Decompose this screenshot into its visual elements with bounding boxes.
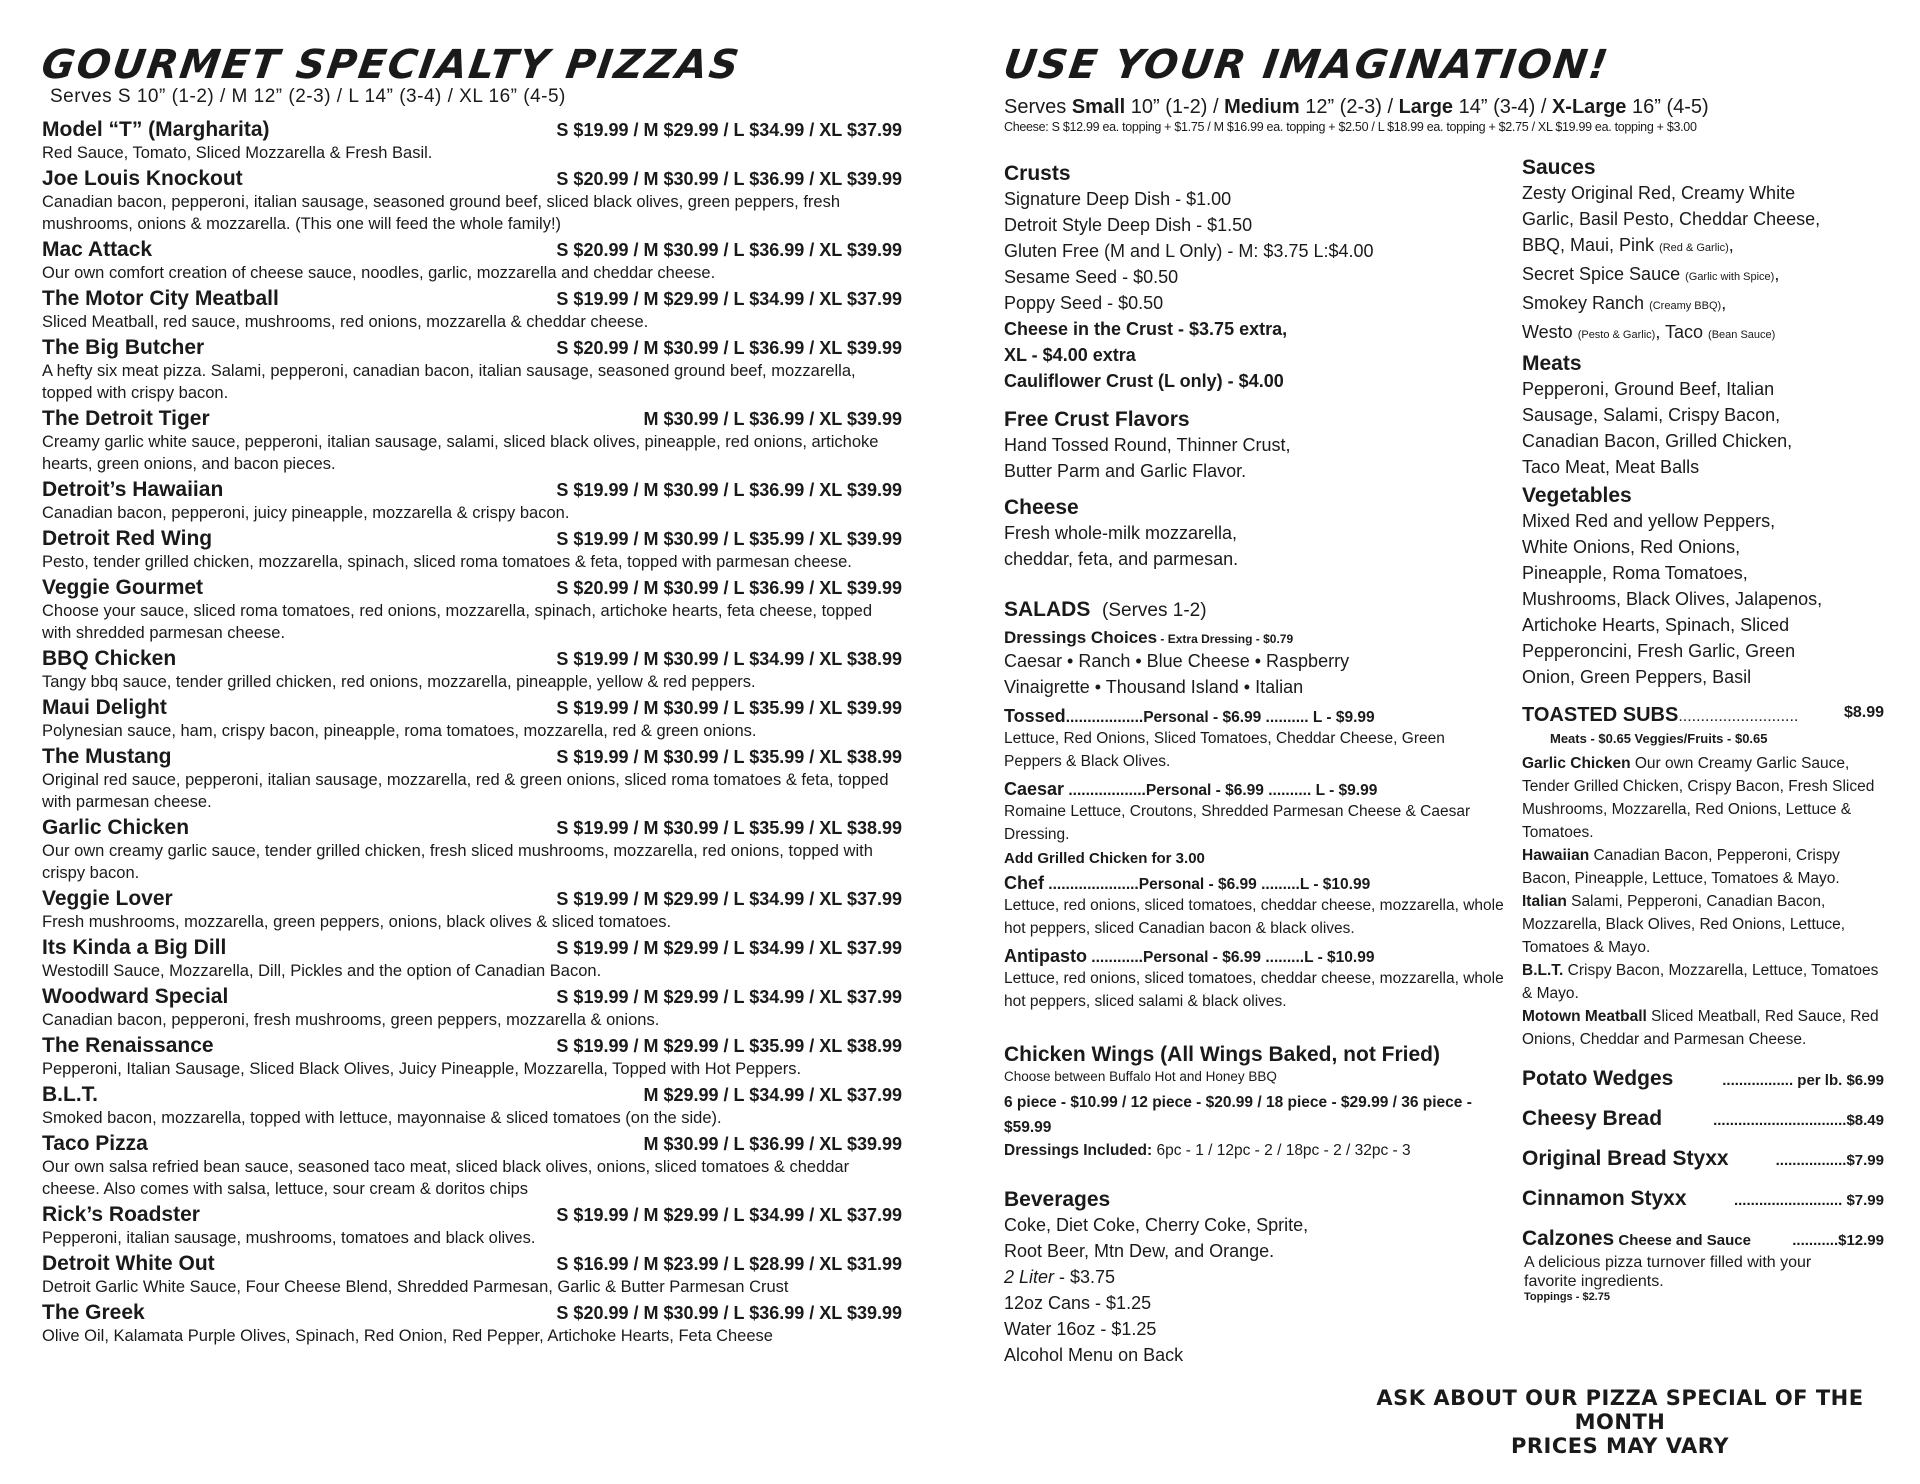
toppings-column [1522,156,1884,1303]
pizza-name: The Motor City Meatball [42,287,279,310]
pizza-item [42,1083,902,1129]
side-price: .......................... $7.99 [1733,1192,1884,1209]
pizza-header [42,1083,902,1107]
pizza-description: Our own creamy garlic sauce, tender grilled chicken, fresh sliced mushrooms, mozzarella, red onions, topped with crispy bacon. [42,842,873,882]
pizza-price: S $19.99 / M $29.99 / L $35.99 / XL $38.99 [556,1036,902,1056]
sub-name: Hawaiian [1522,847,1590,864]
side-item [1522,1147,1884,1171]
pizza-name: The Greek [42,1301,145,1324]
salad-item [1004,873,1504,940]
crust-option: XL - $4.00 extra [1004,345,1136,365]
pizza-price: M $29.99 / L $34.99 / XL $37.99 [643,1085,902,1105]
pizza-price: S $19.99 / M $30.99 / L $35.99 / XL $38.99 [556,818,902,838]
pizza-item [42,696,902,742]
pizza-header [42,1034,902,1058]
beverages-heading: Beverages [1004,1188,1111,1211]
special-of-month-notice: ASK ABOUT OUR PIZZA SPECIAL OF THE MONTH PRICES MAY VARY [1376,1386,1864,1458]
pizza-description: Fresh mushrooms, mozzarella, green peppers, onions, black olives & sliced tomatoes. [42,913,672,931]
side-name: Cheesy Bread [1522,1107,1663,1130]
pizza-name: Woodward Special [42,985,229,1008]
calzones-row: Calzones Cheese and Sauce ...........$12.99 [1522,1227,1884,1250]
pizza-header [42,1301,902,1325]
pizza-header [42,167,902,191]
pizza-item [42,287,902,333]
options-column [1004,162,1504,1368]
pizza-name: The Big Butcher [42,336,205,359]
vegetable-line: Pineapple, Roma Tomatoes, [1522,563,1748,583]
salad-extra: Add Grilled Chicken for 3.00 [1004,850,1205,867]
pizza-item [42,527,902,573]
crust-option: Detroit Style Deep Dish - $1.50 [1004,215,1253,235]
cheese-topping-prices: Cheese: S $12.99 ea. topping + $1.75 / M $16.99 ea. topping + $2.50 / L $18.99 ea. topping + $2.75 / XL $19.99 ea. topping + $3.00 [1004,120,1697,134]
calzones-desc: A delicious pizza turnover filled with your favorite ingredients. [1524,1254,1812,1290]
pizza-description: Polynesian sauce, ham, crispy bacon, pineapple, roma tomatoes, mozzarella, red & green onions. [42,722,757,740]
crust-option: Sesame Seed - $0.50 [1004,267,1179,287]
wings-dressings: Dressings Included: 6pc - 1 / 12pc - 2 / 18pc - 2 / 32pc - 3 [1004,1142,1411,1159]
pizza-item [42,936,902,982]
specialty-title: GOURMET SPECIALTY PIZZAS [38,42,744,88]
pizza-name: Its Kinda a Big Dill [42,936,227,959]
pizza-name: Joe Louis Knockout [42,167,243,190]
sub-item [1522,752,1884,844]
pizza-item [42,336,902,404]
pizza-item [42,167,902,235]
salad-description: Lettuce, red onions, sliced tomatoes, cheddar cheese, mozzarella, whole hot peppers, sliced Canadian bacon & black olives. [1004,897,1504,937]
pizza-description: Canadian bacon, pepperoni, italian sausage, seasoned ground beef, sliced black olives, green peppers, fresh mushrooms, onions & mozzarella. (This one will feed the whole family!) [42,193,841,233]
pizza-header [42,336,902,360]
pizza-price: S $16.99 / M $23.99 / L $28.99 / XL $31.99 [556,1254,902,1274]
pizza-description: Pepperoni, Italian Sausage, Sliced Black Olives, Juicy Pineapple, Mozzarella, Topped with Hot Peppers. [42,1060,802,1078]
sauces-list: Zesty Original Red, Creamy White Garlic, Basil Pesto, Cheddar Cheese, BBQ, Maui, Pink (Red & Garlic), Secret Spice Sauce (Garlic with Spice), Smokey Ranch (Creamy BBQ), Westo (Pesto & Garlic), Taco (Bean Sauce) [1522,183,1821,342]
sauces-heading: Sauces [1522,156,1596,179]
pizza-description: A hefty six meat pizza. Salami, pepperoni, canadian bacon, italian sausage, seasoned ground beef, mozzarella, topped with crispy bacon. [42,362,856,402]
sides-list [1522,1067,1884,1211]
wings-subtitle: Choose between Buffalo Hot and Honey BBQ [1004,1069,1277,1084]
pizza-price: S $19.99 / M $29.99 / L $34.99 / XL $37.99 [556,987,902,1007]
side-item [1522,1107,1884,1131]
pizza-name: Maui Delight [42,696,167,719]
vegetable-line: Pepperoncini, Fresh Garlic, Green [1522,641,1796,661]
sub-name: Motown Meatball [1522,1008,1647,1025]
pizza-header [42,745,902,769]
salad-name: Antipasto [1004,946,1087,966]
crust-option: Poppy Seed - $0.50 [1004,293,1164,313]
vegetable-line: Onion, Green Peppers, Basil [1522,667,1752,687]
pizza-description: Creamy garlic white sauce, pepperoni, italian sausage, salami, sliced black olives, pineapple, red onions, artichoke hearts, green onions, and bacon pieces. [42,433,879,473]
pizza-description: Original red sauce, pepperoni, italian sausage, mozzarella, red & green onions, sliced roma tomatoes & feta, topped with parmesan cheese. [42,771,889,811]
pizza-header [42,527,902,551]
pizza-price: S $19.99 / M $29.99 / L $34.99 / XL $37.99 [556,889,902,909]
pizza-header [42,407,902,431]
sub-item [1522,844,1884,890]
sizes-line: Serves Small 10” (1-2) / Medium 12” (2-3) / Large 14” (3-4) / X-Large 16” (4-5) [1004,96,1709,118]
pizza-name: Taco Pizza [42,1132,148,1155]
pizza-item [42,1034,902,1080]
pizza-header [42,118,902,142]
pizza-item [42,1132,902,1200]
pizza-price: S $19.99 / M $30.99 / L $35.99 / XL $39.99 [556,529,902,549]
pizza-description: Pesto, tender grilled chicken, mozzarella, spinach, sliced roma tomatoes & feta, topped with parmesan cheese. [42,553,852,571]
crust-option: Cheese in the Crust - $3.75 extra, [1004,319,1288,339]
pizza-description: Sliced Meatball, red sauce, mushrooms, red onions, mozzarella & cheddar cheese. [42,313,649,331]
sub-description: Our own Creamy Garlic Sauce, Tender Grilled Chicken, Crispy Bacon, Fresh Sliced Mushrooms, Mozzarella, Red Onions, Lettuce & Tomatoes. [1522,755,1875,841]
pizza-price: S $19.99 / M $30.99 / L $35.99 / XL $38.99 [556,747,902,767]
vegetables-heading: Vegetables [1522,484,1632,507]
pizza-header [42,1203,902,1227]
crust-option: Cauliflower Crust (L only) - $4.00 [1004,371,1284,391]
pizza-price: S $20.99 / M $30.99 / L $36.99 / XL $39.99 [556,169,902,189]
pizza-name: Mac Attack [42,238,153,261]
pizza-list [42,118,902,1347]
pizza-description: Red Sauce, Tomato, Sliced Mozzarella & Fresh Basil. [42,144,433,162]
cheese-list: Fresh whole-milk mozzarella, cheddar, feta, and parmesan. [1004,523,1239,569]
pizza-description: Olive Oil, Kalamata Purple Olives, Spinach, Red Onion, Red Pepper, Artichoke Hearts, Feta Cheese [42,1327,773,1345]
pizza-header [42,478,902,502]
pizza-description: Detroit Garlic White Sauce, Four Cheese Blend, Shredded Parmesan, Garlic & Butter Parmesan Crust [42,1278,789,1296]
salad-name: Tossed [1004,706,1066,726]
pizza-header [42,238,902,262]
salad-header [1004,706,1504,727]
sub-item [1522,890,1884,959]
pizza-price: M $30.99 / L $36.99 / XL $39.99 [643,1134,902,1154]
pizza-name: Veggie Gourmet [42,576,204,599]
salad-name: Caesar [1004,779,1065,799]
meats-heading: Meats [1522,352,1582,375]
sub-name: Garlic Chicken [1522,755,1631,772]
salad-header [1004,873,1504,894]
sub-name: Italian [1522,893,1567,910]
vegetable-line: Mixed Red and yellow Peppers, [1522,511,1776,531]
crusts-heading: Crusts [1004,162,1071,185]
salad-header [1004,779,1504,800]
salad-price: ..................Personal - $6.99 .......... L - $9.99 [1064,782,1378,799]
pizza-price: S $19.99 / M $29.99 / L $34.99 / XL $37.99 [556,938,902,958]
build-your-own-column [1000,42,1884,1365]
pizza-name: Detroit White Out [42,1252,215,1275]
free-crust-list: Hand Tossed Round, Thinner Crust, Butter Parm and Garlic Flavor. [1004,435,1291,481]
subs-list [1522,752,1884,1051]
side-price: .................$7.99 [1775,1152,1884,1169]
pizza-description: Smoked bacon, mozzarella, topped with lettuce, mayonnaise & sliced tomatoes (on the side). [42,1109,722,1127]
salad-name: Chef [1004,873,1044,893]
salad-price: .....................Personal - $6.99 .........L - $10.99 [1044,876,1371,893]
calzones-toppings: Toppings - $2.75 [1524,1291,1610,1303]
specialty-serves: Serves S 10” (1-2) / M 12” (2-3) / L 14” (3-4) / XL 16” (4-5) [50,86,566,107]
pizza-item [42,118,902,164]
pizza-item [42,745,902,813]
vegetable-line: Mushrooms, Black Olives, Jalapenos, [1522,589,1823,609]
pizza-header [42,696,902,720]
wings-prices: 6 piece - $10.99 / 12 piece - $20.99 / 18 piece - $29.99 / 36 piece - $59.99 [1004,1094,1472,1136]
free-crust-heading: Free Crust Flavors [1004,408,1190,431]
pizza-header [42,1252,902,1276]
salad-item [1004,779,1504,867]
pizza-name: B.L.T. [42,1083,98,1106]
salad-item [1004,946,1504,1013]
pizza-description: Canadian bacon, pepperoni, juicy pineapple, mozzarella & crispy bacon. [42,504,570,522]
pizza-price: S $19.99 / M $30.99 / L $34.99 / XL $38.99 [556,649,902,669]
vegetable-line: White Onions, Red Onions, [1522,537,1741,557]
subs-extras: Meats - $0.65 Veggies/Fruits - $0.65 [1550,731,1768,746]
pizza-header [42,647,902,671]
pizza-description: Canadian bacon, pepperoni, fresh mushrooms, green peppers, mozzarella & onions. [42,1011,660,1029]
imagination-title: USE YOUR IMAGINATION! [1000,42,1613,88]
salad-header [1004,946,1504,967]
sub-description: Sliced Meatball, Red Sauce, Red Onions, Cheddar and Parmesan Cheese. [1522,1008,1879,1048]
crust-option: Signature Deep Dish - $1.00 [1004,189,1232,209]
pizza-price: S $20.99 / M $30.99 / L $36.99 / XL $39.99 [556,578,902,598]
sub-description: Salami, Pepperoni, Canadian Bacon, Mozzarella, Black Olives, Red Onions, Lettuce, Tomatoes & Mayo. [1522,893,1846,956]
pizza-header [42,816,902,840]
sub-item [1522,959,1884,1005]
pizza-description: Our own comfort creation of cheese sauce, noodles, garlic, mozzarella and cheddar cheese. [42,264,716,282]
pizza-header [42,287,902,311]
dressings-title: Dressings Choices - Extra Dressing - $0.79 [1004,628,1294,647]
meat-line: Pepperoni, Ground Beef, Italian [1522,379,1775,399]
wings-heading: Chicken Wings (All Wings Baked, not Fried) [1004,1043,1440,1066]
sub-description: Crispy Bacon, Mozzarella, Lettuce, Tomatoes & Mayo. [1522,962,1879,1002]
pizza-item [42,887,902,933]
side-name: Original Bread Styxx [1522,1147,1729,1170]
pizza-name: The Renaissance [42,1034,214,1057]
pizza-description: Choose your sauce, sliced roma tomatoes, red onions, mozzarella, spinach, artichoke hearts, feta cheese, topped with shredded parmesan cheese. [42,602,873,642]
side-price: ................................$8.49 [1713,1112,1884,1129]
pizza-name: BBQ Chicken [42,647,177,670]
meat-line: Canadian Bacon, Grilled Chicken, [1522,431,1793,451]
side-item [1522,1187,1884,1211]
vegetables-list [1522,508,1884,690]
salad-item [1004,706,1504,773]
vegetable-line: Artichoke Hearts, Spinach, Sliced [1522,615,1790,635]
sub-description: Canadian Bacon, Pepperoni, Crispy Bacon, Pineapple, Lettuce, Tomatoes & Mayo. [1522,847,1840,887]
pizza-header [42,936,902,960]
sub-item [1522,1005,1884,1051]
pizza-price: S $20.99 / M $30.99 / L $36.99 / XL $39.99 [556,1303,902,1323]
dressings-list: Caesar • Ranch • Blue Cheese • Raspberry Vinaigrette • Thousand Island • Italian [1004,651,1350,697]
pizza-price: S $19.99 / M $29.99 / L $34.99 / XL $37.99 [556,1205,902,1225]
salads-heading: SALADS (Serves 1-2) [1004,598,1207,621]
pizza-price: S $19.99 / M $29.99 / L $34.99 / XL $37.99 [556,289,902,309]
sub-name: B.L.T. [1522,962,1564,979]
salad-description: Lettuce, Red Onions, Sliced Tomatoes, Cheddar Cheese, Green Peppers & Black Olives. [1004,730,1445,770]
pizza-description: Our own salsa refried bean sauce, seasoned taco meat, sliced black olives, onions, sliced tomatoes & cheddar cheese. Also comes with salsa, lettuce, sour cream & doritos chips [42,1158,850,1198]
meat-line: Sausage, Salami, Crispy Bacon, [1522,405,1781,425]
pizza-name: Model “T” (Margharita) [42,118,270,141]
pizza-price: S $19.99 / M $30.99 / L $35.99 / XL $39.99 [556,698,902,718]
pizza-item [42,1203,902,1249]
pizza-price: S $20.99 / M $30.99 / L $36.99 / XL $39.99 [556,240,902,260]
pizza-item [42,647,902,693]
pizza-description: Westodill Sauce, Mozzarella, Dill, Pickles and the option of Canadian Bacon. [42,962,602,980]
pizza-name: The Mustang [42,745,172,768]
pizza-price: S $20.99 / M $30.99 / L $36.99 / XL $39.99 [556,338,902,358]
salad-list [1004,706,1504,1013]
specialty-pizzas-column [38,42,902,1350]
pizza-name: Garlic Chicken [42,816,190,839]
pizza-header [42,1132,902,1156]
pizza-name: Detroit Red Wing [42,527,213,550]
pizza-name: Detroit’s Hawaiian [42,478,224,501]
meat-line: Taco Meat, Meat Balls [1522,457,1700,477]
pizza-item [42,985,902,1031]
pizza-item [42,407,902,475]
pizza-header [42,576,902,600]
subs-heading: TOASTED SUBS........................... $8.99 [1522,704,1884,726]
pizza-price: S $19.99 / M $29.99 / L $34.99 / XL $37.99 [556,120,902,140]
side-item [1522,1067,1884,1091]
pizza-price: S $19.99 / M $30.99 / L $36.99 / XL $39.99 [556,480,902,500]
pizza-item [42,478,902,524]
pizza-item [42,816,902,884]
pizza-price: M $30.99 / L $36.99 / XL $39.99 [643,409,902,429]
pizza-description: Pepperoni, italian sausage, mushrooms, tomatoes and black olives. [42,1229,536,1247]
pizza-description: Tangy bbq sauce, tender grilled chicken, red onions, mozzarella, pineapple, yellow & red peppers. [42,673,756,691]
salad-price: ............Personal - $6.99 .........L - $10.99 [1087,949,1375,966]
pizza-name: The Detroit Tiger [42,407,210,430]
salad-description: Romaine Lettuce, Croutons, Shredded Parmesan Cheese & Caesar Dressing. [1004,803,1471,843]
pizza-item [42,238,902,284]
pizza-header [42,985,902,1009]
pizza-name: Veggie Lover [42,887,173,910]
pizza-name: Rick’s Roadster [42,1203,200,1226]
pizza-item [42,1252,902,1298]
cheese-heading: Cheese [1004,496,1079,519]
crust-list [1004,186,1504,394]
beverages-list: Coke, Diet Coke, Cherry Coke, Sprite, Root Beer, Mtn Dew, and Orange. 2 Liter - $3.75 12oz Cans - $1.25 Water 16oz - $1.25 Alcohol Menu on Back [1004,1215,1309,1365]
meats-list [1522,376,1884,480]
salad-description: Lettuce, red onions, sliced tomatoes, cheddar cheese, mozzarella, whole hot peppers, sliced salami & black olives. [1004,970,1504,1010]
side-name: Cinnamon Styxx [1522,1187,1687,1210]
pizza-header [42,887,902,911]
side-price: ................. per lb. $6.99 [1722,1072,1884,1089]
salad-price: ..................Personal - $6.99 .......... L - $9.99 [1065,709,1375,726]
pizza-item [42,576,902,644]
pizza-item [42,1301,902,1347]
side-name: Potato Wedges [1522,1067,1674,1090]
crust-option: Gluten Free (M and L Only) - M: $3.75 L:$4.00 [1004,241,1374,261]
